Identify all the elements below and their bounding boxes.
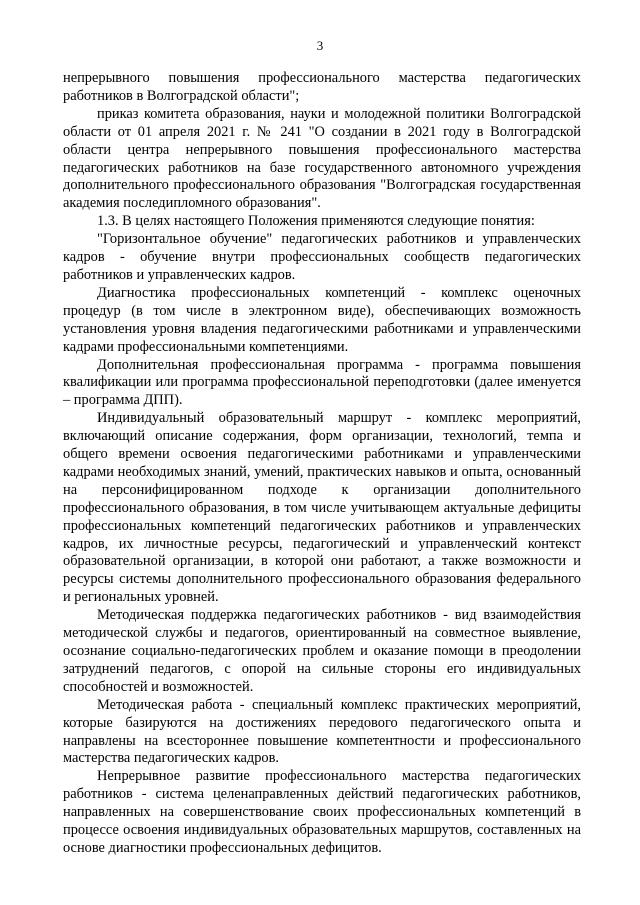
paragraph-competency-diagnostics: Диагностика профессиональных компетенций - комплекс оценочных процедур (в том числе в электронном виде), обеспечивающих возможность установления уровня владения педагогическими работниками и управленческими кадрами профессиональными компетенциями. <box>63 284 581 355</box>
paragraph-section-1-3: 1.3. В целях настоящего Положения применяются следующие понятия: <box>97 213 535 230</box>
paragraph-horizontal-learning: "Горизонтальное обучение" педагогических работников и управленческих кадров - обучение внутри профессиональных сообществ педагогических работников и управленческих кадров. <box>63 231 581 283</box>
paragraph-order-reference: приказ комитета образования, науки и молодежной политики Волгоградской области от 01 апреля 2021 г. № 241 "О создании в 2021 году в Волгоградской области центра непрерывного повышения профессионального мастерства педагогических работников на базе государственного автономного учреждения дополнительного профессионального образования "Волгоградская государственная академия последипломного образования". <box>63 105 581 212</box>
paragraph-continuous-development: Непрерывное развитие профессионального мастерства педагогических работников - система целенаправленных действий педагогических работников, направленных на совершенствование своих профессиональных компетенций в процессе освоения индивидуальных образовательных маршрутов, составленных на основе диагностики профессиональных дефицитов. <box>63 768 581 856</box>
paragraph-additional-program: Дополнительная профессиональная программа - программа повышения квалификации или программа профессиональной переподготовки (далее именуется – программа ДПП). <box>63 356 581 409</box>
paragraph-methodical-work: Методическая работа - специальный комплекс практических мероприятий, которые базируются на достижениях передового педагогического опыта и направлены на всестороннее повышение компетентности и профессионального мастерства педагогических кадров. <box>63 696 581 767</box>
page-number: 3 <box>316 38 324 53</box>
paragraph-methodical-support: Методическая поддержка педагогических работников - вид взаимодействия методической службы и педагогов, ориентированный на совместное выявление, осознание социально-педагогических проблем и оказание помощи в преодолении затруднений педагогов, с опорой на сильные стороны его индивидуальных способностей и возможностей. <box>63 607 581 695</box>
paragraph-individual-route: Индивидуальный образовательный маршрут - комплекс мероприятий, включающий описание содержания, форм организации, технологий, темпа и общего времени освоения педагогическими работниками и управленческими кадрами необходимых знаний, умений, практических навыков и опыта, основанный на персонифицированном подходе к организации дополнительного профессионального образования, в том числе учитывающем актуальные дефициты профессиональных компетенций педагогических работников и управленческих кадров, их личностные ресурсы, педагогический и управленческий контекст образовательной организации, в которой они работают, а также возможности и ресурсы системы дополнительного профессионального образования федерального и региональных уровней. <box>63 410 581 606</box>
paragraph-continuation: непрерывного повышения профессионального мастерства педагогических работников в Волгоградской области"; <box>63 70 581 104</box>
document-body <box>63 70 581 858</box>
